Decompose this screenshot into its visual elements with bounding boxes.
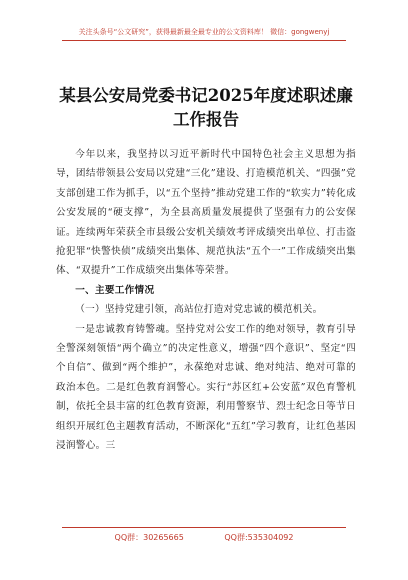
page-header-notice: 关注头条号“公文研究”，获得最新最全最专业的公文资料库！ 微信：gongwenyj bbox=[78, 28, 330, 36]
footer-qq-group-2: QQ群:535304092 bbox=[224, 533, 294, 542]
sub-heading: （一）坚持党建引领，高站位打造对党忠诚的模范机关。 bbox=[75, 304, 323, 316]
body-paragraph: 一是忠诚教育铸警魂。坚持党对公安工作的绝对领导，教育引导全警深刻领悟“两个确立”的决定性意义，增强“四个意识”、坚定“四个自信”、做到“两个维护”，永葆绝对忠诚、绝对纯洁、绝对可靠的政治本色。二是红色教育润警心。实行“苏区红+公安蓝”双色育警机制，依托全县丰富的红色教育资源，利用警察节、烈士纪念日等节日组织开展红色主题教育活动，不断深化“五红”学习教育，让红色基因浸润警心。三 bbox=[56, 323, 356, 452]
footer-divider bbox=[62, 527, 346, 528]
page-footer bbox=[62, 532, 346, 543]
document-title: 某县公安局党委书记2025年度述职述廉工作报告 bbox=[59, 86, 353, 129]
intro-paragraph: 今年以来，我坚持以习近平新时代中国特色社会主义思想为指导，团结带领县公安局以党建“三化”建设、打造模范机关、“四强”党支部创建工作为抓手，以“五个坚持”推动党建工作的“软实力”转化成公安发展的“硬支撑”，为全县高质量发展提供了坚强有力的公安保证。连续两年荣获全市县级公安机关绩效考评成绩突出单位、打击盗抢犯罪“快警快侦”成绩突出集体、规范执法“五个一”工作成绩突出集体、“双提升”工作成绩突出集体等荣誉。 bbox=[56, 149, 356, 277]
section-heading: 一、主要工作情况 bbox=[75, 284, 155, 296]
document-body bbox=[56, 145, 356, 456]
header-divider bbox=[62, 40, 346, 41]
footer-qq-group-1: QQ群：30265665 bbox=[114, 533, 184, 542]
